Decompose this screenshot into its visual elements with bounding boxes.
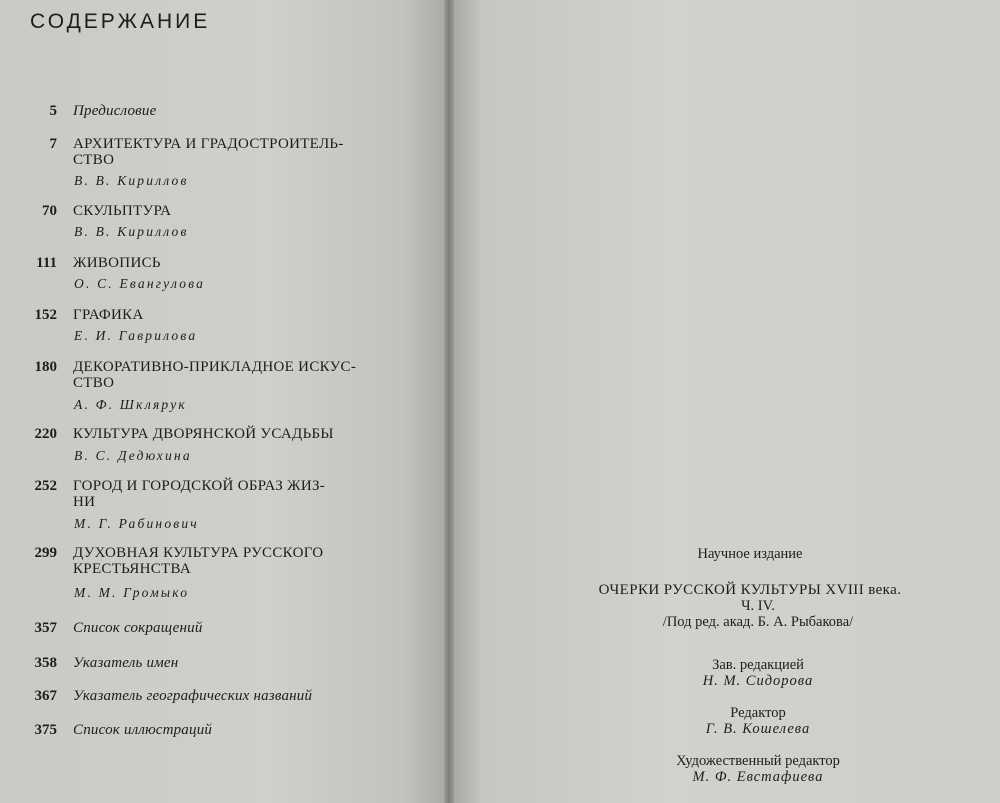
toc-author: О. С. Евангулова (74, 276, 206, 291)
editor-note: /Под ред. акад. Б. А. Рыбакова/ (662, 614, 854, 630)
toc-title-continued: НИ (73, 494, 96, 510)
editor-label: Редактор (730, 705, 786, 721)
book-title: ОЧЕРКИ РУССКОЙ КУЛЬТУРЫ XVIII века. (598, 582, 902, 598)
toc-author: А. Ф. Шклярук (74, 397, 187, 412)
toc-title-continued: СТВО (73, 152, 115, 168)
toc-page-number: 70 (42, 203, 57, 219)
toc-page-number: 5 (49, 103, 57, 119)
toc-title: Список иллюстраций (73, 722, 213, 738)
toc-page-number: 220 (34, 426, 57, 442)
toc-page-number: 367 (34, 688, 57, 704)
toc-page-number: 357 (34, 620, 57, 636)
toc-page-number: 111 (36, 255, 57, 271)
toc-title: ДУХОВНАЯ КУЛЬТУРА РУССКОГО (73, 545, 324, 561)
toc-page-number: 252 (34, 478, 57, 494)
toc-page-number: 152 (34, 307, 57, 323)
toc-page-number: 375 (34, 722, 57, 738)
art-editor-name: М. Ф. Евстафиева (692, 769, 824, 785)
toc-title: Список сокращений (73, 620, 203, 636)
head-editor-name: Н. М. Сидорова (702, 673, 814, 689)
head-editor-label: Зав. редакцией (712, 657, 804, 673)
toc-title: Указатель имен (73, 655, 179, 671)
toc-title: ГОРОД И ГОРОДСКОЙ ОБРАЗ ЖИЗ- (73, 478, 326, 494)
toc-author: В. С. Дедюхина (74, 448, 192, 463)
toc-author: В. В. Кириллов (74, 173, 189, 188)
toc-page-number: 299 (34, 545, 57, 561)
toc-page-number: 7 (49, 136, 57, 152)
toc-title-continued: КРЕСТЬЯНСТВА (73, 561, 191, 577)
toc-title-continued: СТВО (73, 375, 115, 391)
toc-heading: СОДЕРЖАНИЕ (30, 10, 211, 33)
toc-author: В. В. Кириллов (74, 224, 189, 239)
toc-title: СКУЛЬПТУРА (73, 203, 172, 219)
toc-title: АРХИТЕКТУРА И ГРАДОСТРОИТЕЛЬ- (73, 136, 344, 152)
toc-title: ЖИВОПИСЬ (73, 255, 161, 271)
table-of-contents (0, 0, 448, 803)
toc-author: М. Г. Рабинович (74, 516, 199, 531)
editor-name: Г. В. Кошелева (705, 721, 811, 737)
toc-title: ГРАФИКА (73, 307, 144, 323)
toc-page-number: 180 (34, 359, 57, 375)
toc-author: М. М. Громыко (74, 585, 190, 600)
toc-title: ДЕКОРАТИВНО-ПРИКЛАДНОЕ ИСКУС- (73, 359, 357, 375)
book-part: Ч. IV. (741, 598, 775, 614)
toc-page-number: 358 (34, 655, 57, 671)
toc-title: КУЛЬТУРА ДВОРЯНСКОЙ УСАДЬБЫ (73, 426, 334, 442)
art-editor-label: Художественный редактор (676, 753, 840, 769)
toc-title: Указатель географических названий (73, 688, 313, 704)
toc-title: Предисловие (73, 103, 157, 119)
edition-type: Научное издание (697, 546, 803, 562)
toc-author: Е. И. Гаврилова (74, 328, 198, 343)
